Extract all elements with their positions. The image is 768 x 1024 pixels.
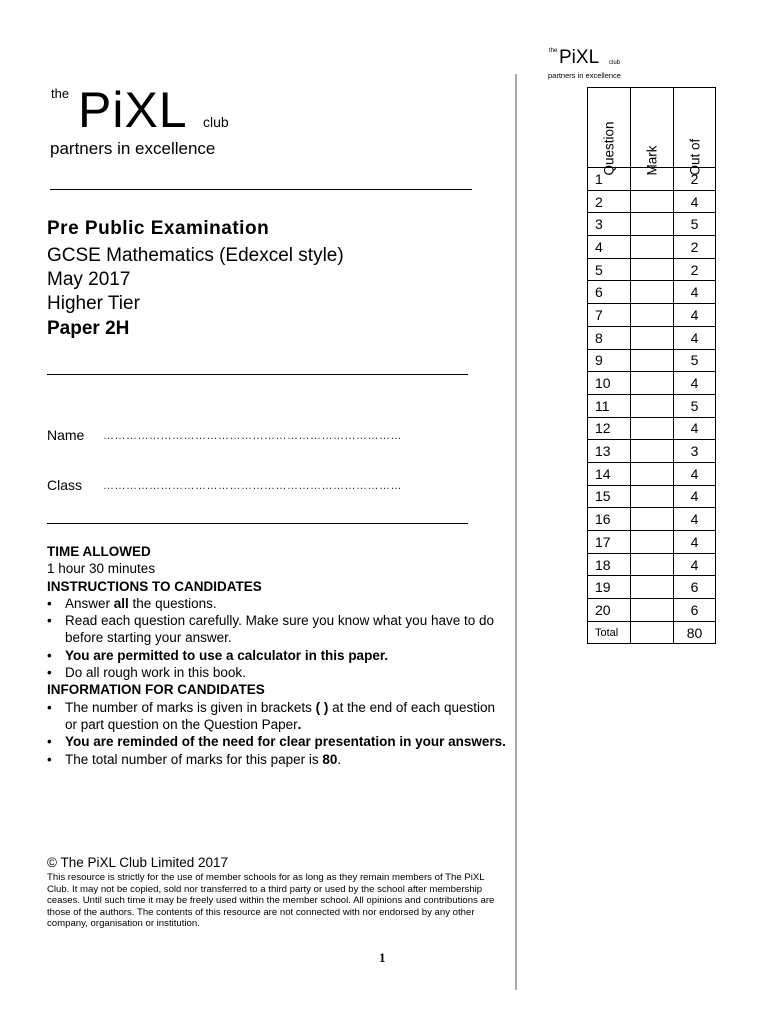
mark-table [587, 87, 716, 644]
out-of-value: 2 [674, 236, 716, 259]
mark-cell[interactable] [631, 236, 674, 259]
table-total-row [588, 621, 716, 644]
header-mark: Mark [631, 88, 674, 168]
mark-cell[interactable] [631, 462, 674, 485]
table-row [588, 258, 716, 281]
question-number: 4 [588, 236, 631, 259]
instructions-heading: INSTRUCTIONS TO CANDIDATES [47, 578, 262, 594]
instructions-list [47, 595, 507, 681]
out-of-value: 6 [674, 576, 716, 599]
mark-cell[interactable] [631, 417, 674, 440]
table-row [588, 553, 716, 576]
question-number: 3 [588, 213, 631, 236]
mark-cell[interactable] [631, 349, 674, 372]
mark-cell[interactable] [631, 508, 674, 531]
header-out-of: Out of [674, 88, 716, 168]
out-of-value: 4 [674, 485, 716, 508]
page-number: 1 [379, 950, 386, 965]
list-item: • You are reminded of the need for clear presentation in your answers. [47, 733, 507, 750]
question-number: 12 [588, 417, 631, 440]
list-item: • The total number of marks for this paper is 80. [47, 751, 507, 768]
name-field[interactable]: …………………………………………………………………… [103, 430, 402, 442]
copyright-body: This resource is strictly for the use of member schools for as long as they remain members of The PiXL Club. It may not be copied, sold nor transferred to a third party or used by the school after membership ceases. Until such time it may be freely used within the member school. All opinions and contributions are those of the authors. The contents of this resource are not connected with nor endorsed by any other company, organisation or institution. [47, 872, 495, 930]
pixl-logo [48, 84, 253, 162]
mark-cell[interactable] [631, 576, 674, 599]
mark-cell[interactable] [631, 258, 674, 281]
out-of-value: 4 [674, 326, 716, 349]
exam-date: May 2017 [47, 269, 131, 290]
mark-cell[interactable] [631, 304, 674, 327]
list-item: • You are permitted to use a calculator in this paper. [47, 647, 507, 664]
exam-subject: GCSE Mathematics (Edexcel style) [47, 245, 344, 266]
divider-top [50, 189, 472, 190]
question-number: 11 [588, 394, 631, 417]
question-number: 10 [588, 372, 631, 395]
divider-bottom [47, 523, 468, 524]
table-row [588, 372, 716, 395]
question-number: 5 [588, 258, 631, 281]
total-out-of: 80 [674, 621, 716, 644]
logo-the: the [51, 86, 70, 101]
logo-small-the: the [549, 48, 558, 54]
mark-cell[interactable] [631, 281, 674, 304]
table-row [588, 304, 716, 327]
question-number: 19 [588, 576, 631, 599]
question-number: 9 [588, 349, 631, 372]
mark-cell[interactable] [631, 485, 674, 508]
question-number: 8 [588, 326, 631, 349]
question-number: 1 [588, 168, 631, 191]
out-of-value: 4 [674, 553, 716, 576]
table-row [588, 326, 716, 349]
table-row [588, 349, 716, 372]
mark-cell[interactable] [631, 553, 674, 576]
out-of-value: 5 [674, 213, 716, 236]
mark-cell[interactable] [631, 531, 674, 554]
header-question: Question [588, 88, 631, 168]
class-label: Class [47, 477, 83, 493]
total-mark-cell[interactable] [631, 621, 674, 644]
list-item: • The number of marks is given in brackets ( ) at the end of each question or part question on the Question Paper. [47, 699, 507, 734]
out-of-value: 4 [674, 372, 716, 395]
total-label: Total [588, 621, 631, 644]
table-row [588, 213, 716, 236]
column-divider [515, 74, 517, 990]
logo-tagline: partners in excellence [50, 139, 216, 158]
question-number: 17 [588, 531, 631, 554]
list-item: • Answer all the questions. [47, 595, 507, 612]
mark-cell[interactable] [631, 394, 674, 417]
mark-cell[interactable] [631, 213, 674, 236]
table-row [588, 190, 716, 213]
question-number: 15 [588, 485, 631, 508]
table-row [588, 440, 716, 463]
mark-cell[interactable] [631, 326, 674, 349]
list-item: • Do all rough work in this book. [47, 664, 507, 681]
out-of-value: 6 [674, 599, 716, 622]
pixl-logo-small [548, 48, 638, 82]
copyright-heading: © The PiXL Club Limited 2017 [47, 855, 229, 870]
table-row [588, 599, 716, 622]
question-number: 7 [588, 304, 631, 327]
time-value: 1 hour 30 minutes [47, 561, 156, 577]
exam-heading: Pre Public Examination [47, 218, 270, 239]
question-number: 13 [588, 440, 631, 463]
out-of-value: 2 [674, 168, 716, 191]
question-number: 14 [588, 462, 631, 485]
mark-cell[interactable] [631, 440, 674, 463]
table-row [588, 281, 716, 304]
out-of-value: 3 [674, 440, 716, 463]
logo-small-tagline: partners in excellence [548, 71, 621, 80]
logo-small-club: club [609, 60, 621, 66]
logo-small-name: PiXL [559, 47, 600, 68]
table-row [588, 576, 716, 599]
exam-paper: Paper 2H [47, 318, 130, 339]
table-row [588, 531, 716, 554]
out-of-value: 4 [674, 281, 716, 304]
question-number: 18 [588, 553, 631, 576]
mark-cell[interactable] [631, 599, 674, 622]
out-of-value: 4 [674, 304, 716, 327]
time-heading: TIME ALLOWED [47, 544, 151, 559]
question-number: 16 [588, 508, 631, 531]
out-of-value: 4 [674, 531, 716, 554]
mark-cell[interactable] [631, 190, 674, 213]
class-field[interactable]: …………………………………………………………………… [103, 480, 402, 492]
table-row [588, 508, 716, 531]
table-row [588, 236, 716, 259]
table-row [588, 462, 716, 485]
question-number: 20 [588, 599, 631, 622]
instructions [47, 543, 507, 768]
mark-cell[interactable] [631, 372, 674, 395]
out-of-value: 4 [674, 417, 716, 440]
table-header-row [588, 88, 716, 168]
name-label: Name [47, 427, 85, 443]
divider-mid [47, 374, 468, 375]
out-of-value: 5 [674, 349, 716, 372]
question-number: 2 [588, 190, 631, 213]
out-of-value: 4 [674, 190, 716, 213]
list-item: • Read each question carefully. Make sure you know what you have to do before starting your answer. [47, 612, 507, 647]
logo-name: PiXL [78, 82, 188, 138]
out-of-value: 2 [674, 258, 716, 281]
table-row [588, 417, 716, 440]
out-of-value: 5 [674, 394, 716, 417]
exam-tier: Higher Tier [47, 293, 140, 314]
table-row [588, 485, 716, 508]
question-number: 6 [588, 281, 631, 304]
out-of-value: 4 [674, 508, 716, 531]
information-heading: INFORMATION FOR CANDIDATES [47, 682, 265, 698]
out-of-value: 4 [674, 462, 716, 485]
table-row [588, 394, 716, 417]
information-list [47, 699, 507, 768]
logo-club: club [203, 114, 229, 130]
